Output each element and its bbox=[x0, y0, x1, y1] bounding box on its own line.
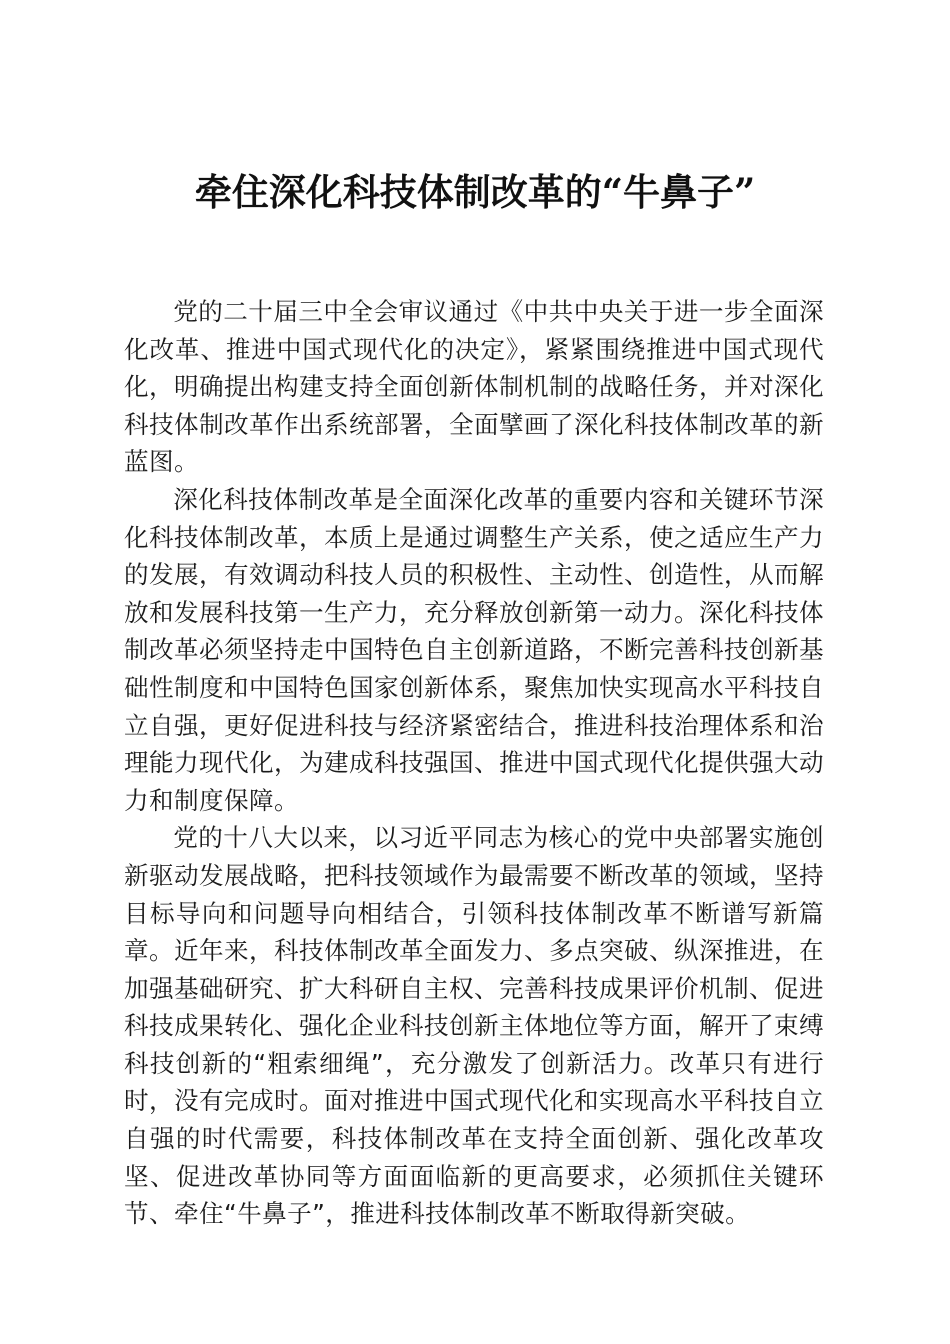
paragraph-2: 深化科技体制改革是全面深化改革的重要内容和关键环节深化科技体制改革，本质上是通过调整生产关系，使之适应生产力的发展，有效调动科技人员的积极性、主动性、创造性，从而解放和发展科技第一生产力，充分释放创新第一动力。深化科技体制改革必须坚持走中国特色自主创新道路，不断完善科技创新基础性制度和中国特色国家创新体系，聚焦加快实现高水平科技自立自强，更好促进科技与经济紧密结合，推进科技治理体系和治理能力现代化，为建成科技强国、推进中国式现代化提供强大动力和制度保障。 bbox=[124, 484, 824, 815]
document-body bbox=[124, 293, 824, 1233]
paragraph-1: 党的二十届三中全会审议通过《中共中央关于进一步全面深化改革、推进中国式现代化的决定》，紧紧围绕推进中国式现代化，明确提出构建支持全面创新体制机制的战略任务，并对深化科技体制改革作出系统部署，全面擘画了深化科技体制改革的新蓝图。 bbox=[124, 297, 824, 477]
paragraph-3: 党的十八大以来，以习近平同志为核心的党中央部署实施创新驱动发展战略，把科技领域作为最需要不断改革的领域，坚持目标导向和问题导向相结合，引领科技体制改革不断谱写新篇章。近年来，科技体制改革全面发力、多点突破、纵深推进，在加强基础研究、扩大科研自主权、完善科技成果评价机制、促进科技成果转化、强化企业科技创新主体地位等方面，解开了束缚科技创新的“粗索细绳”，充分激发了创新活力。改革只有进行时，没有完成时。面对推进中国式现代化和实现高水平科技自立自强的时代需要，科技体制改革在支持全面创新、强化改革攻坚、促进改革协同等方面面临新的更高要求，必须抓住关键环节、牵住“牛鼻子”，推进科技体制改革不断取得新突破。 bbox=[124, 823, 824, 1229]
document-title: 牵住深化科技体制改革的“牛鼻子” bbox=[194, 170, 756, 214]
